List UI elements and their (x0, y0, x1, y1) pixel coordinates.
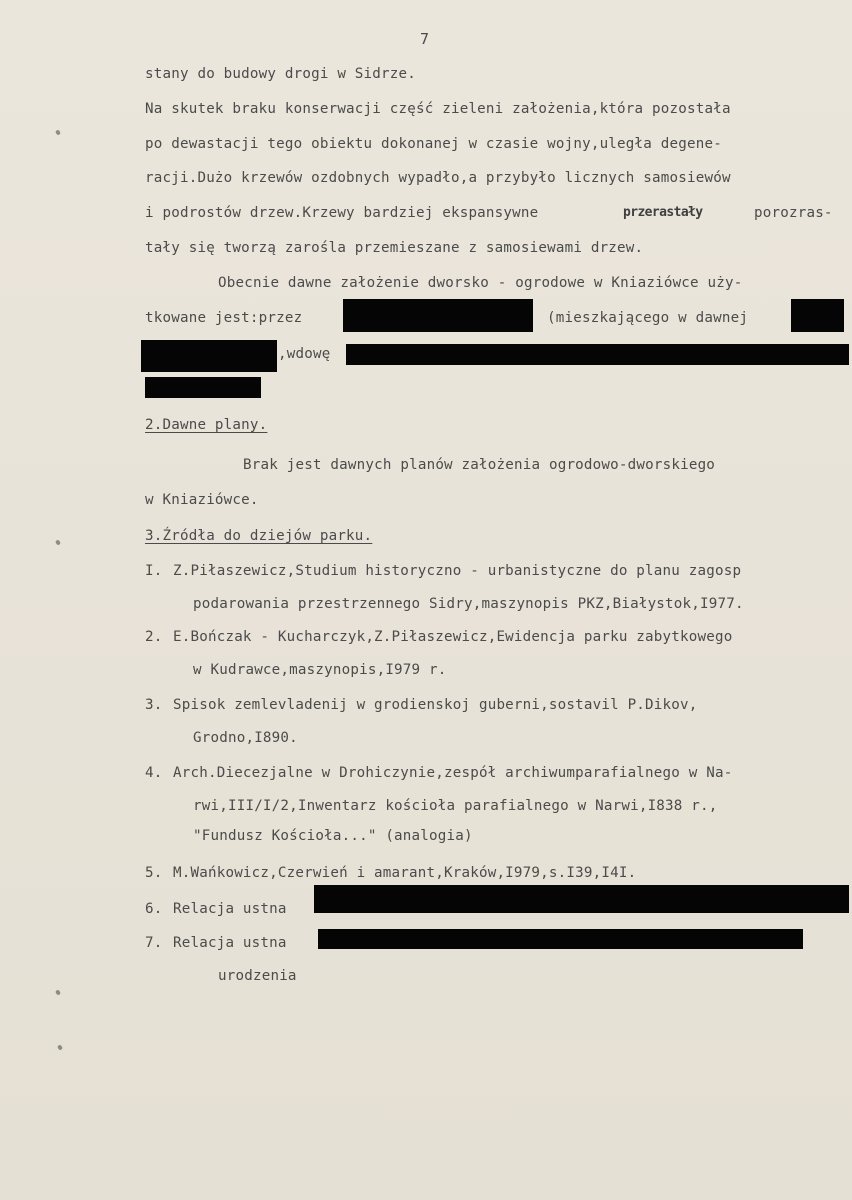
text-line: Obecnie dawne założenie dworsko - ogrodowe w Kniaziówce uży- (218, 275, 743, 291)
text-line: ,wdowę (278, 346, 331, 362)
text-line: racji.Dużo krzewów ozdobnych wypadło,a przybyło licznych samosiewów (145, 170, 731, 186)
list-item-line: rwi,III/I/2,Inwentarz kościoła parafialnego w Narwi,I838 r., (193, 798, 718, 814)
text-line: po dewastacji tego obiektu dokonanej w czasie wojny,uległa degene- (145, 136, 722, 152)
text-line: i podrostów drzew.Krzewy bardziej ekspansywne (145, 205, 539, 221)
list-item-line: Arch.Diecezjalne w Drohiczynie,zespół archiwumparafialnego w Na- (173, 765, 733, 781)
redaction-box (346, 344, 849, 365)
redaction-box (318, 929, 803, 949)
text-line: tkowane jest:przez (145, 310, 303, 326)
text-line: (mieszkającego w dawnej (547, 310, 749, 326)
list-item-line: Relacja ustna (173, 935, 287, 951)
list-item-number: 4. (145, 765, 163, 781)
redaction-box (141, 340, 277, 372)
margin-mark (57, 1044, 63, 1050)
list-item-number: 6. (145, 901, 163, 917)
list-item-line: podarowania przestrzennego Sidry,maszynopis PKZ,Białystok,I977. (193, 596, 744, 612)
list-item-number: 2. (145, 629, 163, 645)
struck-word: przerastały (623, 205, 703, 220)
list-item-line: E.Bończak - Kucharczyk,Z.Piłaszewicz,Ewidencja parku zabytkowego (173, 629, 733, 645)
redaction-box (145, 377, 261, 398)
redaction-box (791, 299, 844, 332)
text-line: stany do budowy drogi w Sidrze. (145, 66, 416, 82)
list-item-line: Spisok zemlevladenij w grodienskoj guberni,sostavil P.Dikov, (173, 697, 698, 713)
redaction-box (343, 299, 533, 332)
text-line: w Kniaziówce. (145, 492, 259, 508)
text-line: porozras- (754, 205, 833, 221)
list-item-line: "Fundusz Kościoła..." (analogia) (193, 828, 473, 844)
list-item-line: urodzenia (218, 968, 297, 984)
text-line: tały się tworzą zarośla przemieszane z samosiewami drzew. (145, 240, 644, 256)
margin-mark (55, 129, 61, 135)
margin-mark (55, 539, 61, 545)
text-line: Brak jest dawnych planów założenia ogrodowo-dworskiego (243, 457, 716, 473)
section-heading: 3.Źródła do dziejów parku. (145, 528, 373, 544)
redaction-box (314, 885, 849, 913)
section-heading: 2.Dawne plany. (145, 417, 268, 433)
margin-mark (55, 989, 61, 995)
list-item-number: 3. (145, 697, 163, 713)
list-item-number: 5. (145, 865, 163, 881)
text-line: Na skutek braku konserwacji część zieleni założenia,która pozostała (145, 101, 731, 117)
list-item-line: Grodno,I890. (193, 730, 298, 746)
list-item-line: Z.Piłaszewicz,Studium historyczno - urbanistyczne do planu zagosp (173, 563, 742, 579)
list-item-number: 7. (145, 935, 163, 951)
list-item-line: w Kudrawce,maszynopis,I979 r. (193, 662, 447, 678)
list-item-line: Relacja ustna (173, 901, 287, 917)
list-item-line: M.Wańkowicz,Czerwień i amarant,Kraków,I979,s.I39,I4I. (173, 865, 637, 881)
list-item-number: I. (145, 563, 163, 579)
page-number: 7 (420, 30, 430, 48)
